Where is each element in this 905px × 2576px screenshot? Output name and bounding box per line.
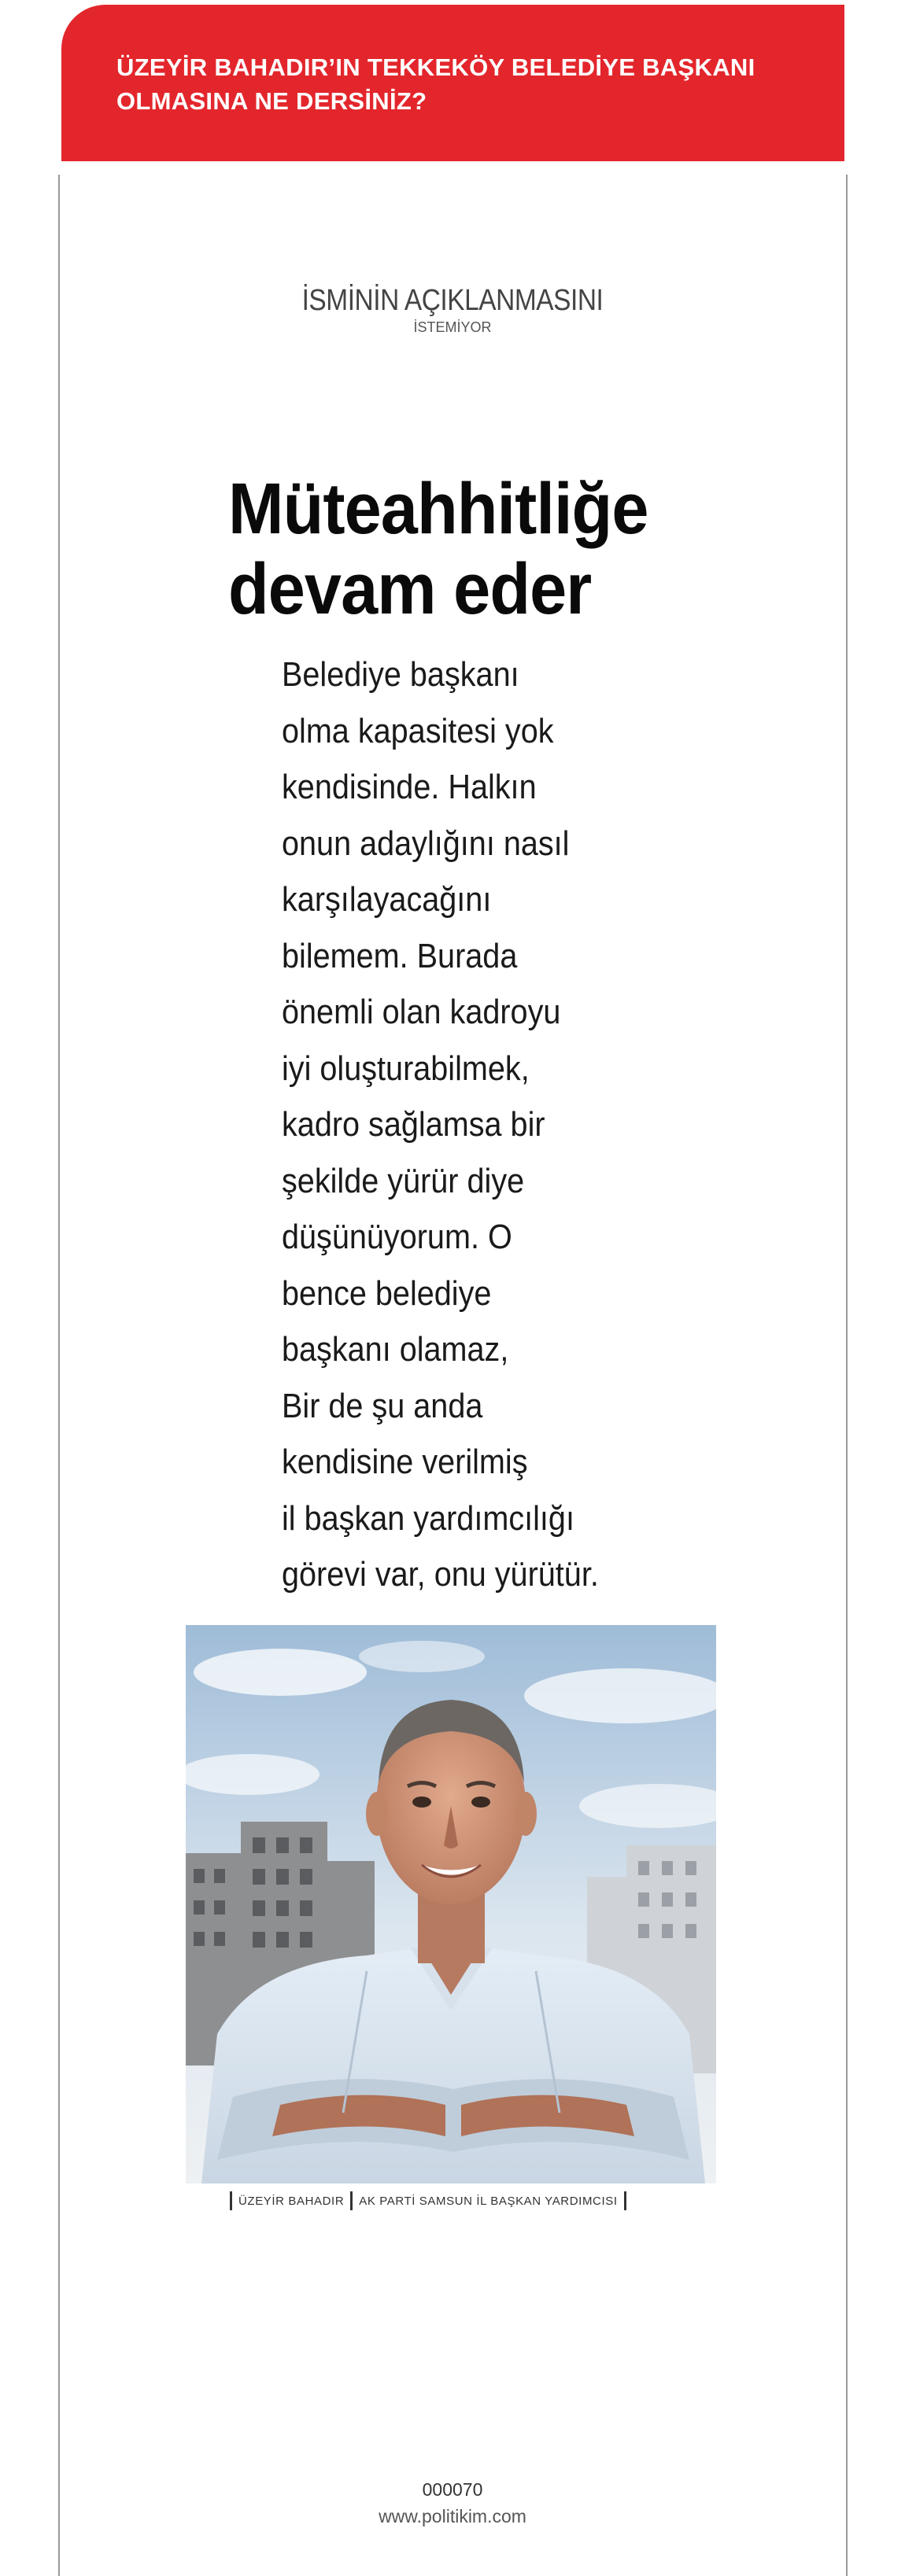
body-line: olma kapasitesi yok: [282, 711, 554, 750]
banner-title-line-1: ÜZEYİR BAHADIR’IN TEKKEKÖY BELEDİYE BAŞKANI: [116, 53, 755, 81]
body-line: Belediye başkanı: [282, 655, 519, 694]
headline: [228, 469, 735, 629]
body-line: görevi var, onu yürütür.: [282, 1555, 599, 1594]
headline-line-2: devam eder: [228, 549, 592, 629]
caption-divider: [230, 2191, 232, 2210]
body-line: önemli olan kadroyu: [282, 993, 561, 1031]
portrait-photo: [186, 1625, 716, 2184]
body-line: Bir de şu anda: [282, 1386, 483, 1425]
body-line: başkanı olamaz,: [282, 1330, 509, 1369]
respondent-block: [252, 283, 653, 335]
body-line: şekilde yürür diye: [282, 1161, 525, 1200]
body-line: düşünüyorum. O: [282, 1218, 512, 1256]
page-footer: [295, 2478, 610, 2528]
header-banner: [61, 5, 844, 161]
page-number: 000070: [422, 2479, 483, 2500]
body-line: il başkan yardımcılığı: [282, 1498, 574, 1538]
banner-title-line-2: OLMASINA NE DERSİNİZ?: [116, 87, 427, 115]
frame-right-border: [846, 175, 848, 2576]
respondent-note: İSTEMİYOR: [413, 319, 492, 335]
body-line: kadro sağlamsa bir: [282, 1105, 545, 1144]
body-line: kendisinde. Halkın: [282, 768, 537, 806]
body-line: onun adaylığını nasıl: [282, 824, 570, 863]
portrait-illustration-icon: [186, 1625, 716, 2184]
caption-role: AK PARTİ SAMSUN İL BAŞKAN YARDIMCISI: [359, 2194, 618, 2208]
body-line: bilemem. Burada: [282, 936, 518, 975]
caption-name: ÜZEYİR BAHADIR: [238, 2194, 345, 2208]
body-line: bence belediye: [282, 1273, 492, 1313]
respondent-name: İSMİNİN AÇIKLANMASINI: [301, 284, 604, 317]
body-line: kendisine verilmiş: [282, 1443, 528, 1481]
caption-divider: [350, 2191, 353, 2210]
body-line: iyi oluşturabilmek,: [282, 1048, 530, 1088]
body-line: karşılayacağını: [282, 880, 492, 919]
photo-caption: [223, 2191, 633, 2210]
website-link[interactable]: www.politikim.com: [379, 2506, 526, 2526]
body-text: [282, 647, 678, 1603]
banner-title: [116, 50, 840, 118]
headline-line-1: Müteahhitliğe: [228, 469, 648, 549]
frame-left-border: [58, 175, 60, 2576]
caption-divider: [624, 2191, 626, 2210]
